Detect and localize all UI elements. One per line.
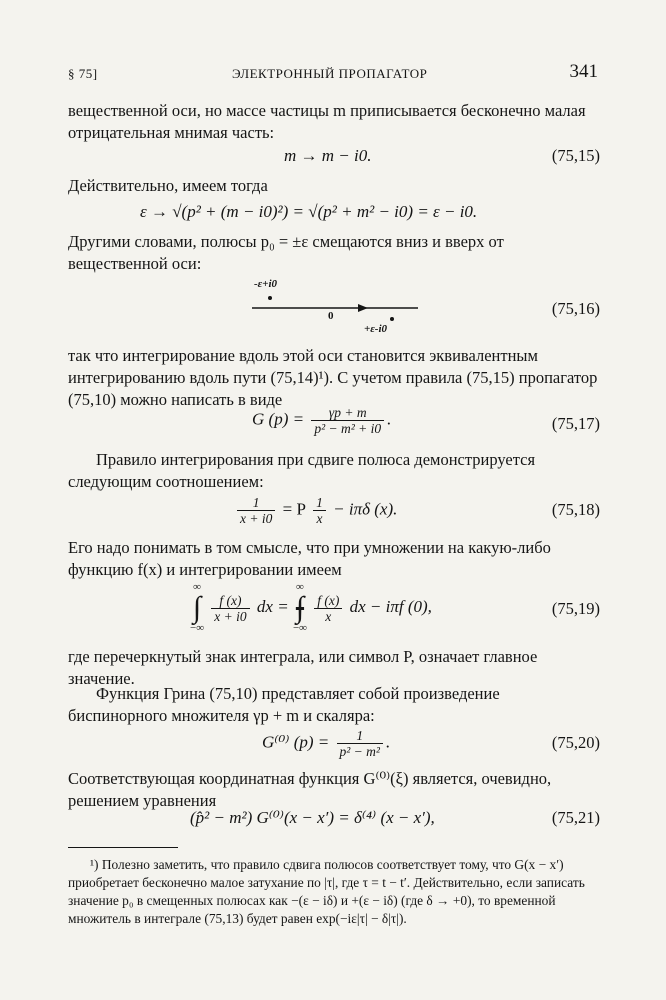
equation-number: (75,15) <box>551 146 600 165</box>
numerator: f (x) <box>314 593 342 609</box>
equation-number: (75,18) <box>551 500 600 519</box>
lower-pole <box>390 317 394 321</box>
equation-number: (75,19) <box>551 599 600 618</box>
lower-limit: −∞ <box>292 622 307 634</box>
fraction <box>211 593 249 624</box>
denominator: p² − m² <box>339 744 380 759</box>
principal-integral-sign: ∞ ∫ −∞ <box>292 581 307 634</box>
equation-number: (75,17) <box>551 414 600 433</box>
paragraph: Другими словами, полюсы p₀ = ±ε смещаются вниз и вверх от вещественной оси: <box>68 232 504 273</box>
numerator: 1 <box>337 728 383 744</box>
contour-line <box>250 278 430 338</box>
equation-tail: dx − iπf (0), <box>349 596 432 616</box>
equation-lhs: G⁽⁰⁾ (p) = <box>262 732 330 752</box>
numerator: 1 <box>313 495 326 511</box>
integral-sign: ∞ ∫ −∞ <box>190 581 205 634</box>
equation-mid: dx = <box>256 596 289 616</box>
equation-number: (75,16) <box>551 299 600 318</box>
denominator: x + i0 <box>214 608 247 624</box>
principal-value-symbol: = P <box>282 499 306 519</box>
equation-tail: . <box>387 409 392 429</box>
fraction <box>313 495 326 526</box>
equation-energy: ε → √(p² + (m − i0)²) = √(p² + m² − i0) = ε − i0. <box>140 202 478 221</box>
footnote: ¹) Полезно заметить, что правило сдвига полюсов соответствует тому, что G(x − x′) приобретает бесконечно малое затухание по |τ|, где τ = t − t′. Действительно, если записать значение p₀ в смещенных полюсах как −(ε − iδ) и +(ε − iδ) (где δ → +0), то временной множитель в интеграле (75,13) будет равен exp(−iε|τ| − δ|τ|). <box>68 857 585 926</box>
upper-pole <box>268 296 272 300</box>
equation-number: (75,20) <box>551 733 600 752</box>
paragraph: Функция Грина (75,10) представляет собой произведение биспинорного множителя γp + m и скаляра: <box>68 684 500 725</box>
paragraph: Соответствующая координатная функция G⁽⁰⁾(ξ) является, очевидно, решением уравнения <box>68 769 552 810</box>
fraction <box>237 495 275 526</box>
lower-pole-label: +ε-i0 <box>364 323 387 335</box>
denominator: x <box>316 511 323 526</box>
origin-label: 0 <box>328 310 334 322</box>
equation-75-17 <box>252 405 391 436</box>
denominator: x + i0 <box>240 511 273 526</box>
denominator: p² − m² + i0 <box>314 421 382 436</box>
equation-number: (75,21) <box>551 808 600 827</box>
paragraph: вещественной оси, но массе частицы m приписывается бесконечно малая отрицательная мнимая часть: <box>68 101 586 142</box>
upper-limit: ∞ <box>193 581 201 593</box>
equation-75-15: m → m − i0. <box>284 146 372 165</box>
lower-limit: −∞ <box>190 622 205 634</box>
fraction <box>311 405 384 436</box>
numerator: γp + m <box>311 405 384 421</box>
paragraph: Действительно, имеем тогда <box>68 176 268 195</box>
numerator: 1 <box>237 495 275 511</box>
equation-75-19 <box>190 582 432 634</box>
numerator: f (x) <box>211 593 249 609</box>
paragraph: так что интегрирование вдоль этой оси становится эквивалентным интегрированию вдоль пути (75,14)¹). С учетом правила (75,15) пропагатор (75,10) можно написать в виде <box>68 346 598 409</box>
paragraph: Его надо понимать в том смысле, что при умножении на какую-либо функцию f(x) и интегрировании имеем <box>68 538 551 579</box>
fraction <box>314 593 342 624</box>
page-number: 341 <box>569 61 598 82</box>
equation-lhs: G (p) = <box>252 409 305 429</box>
paragraph: Правило интегрирования при сдвиге полюса демонстрируется следующим соотношением: <box>68 450 536 491</box>
equation-tail: − iπδ (x). <box>333 499 398 519</box>
footnote-rule <box>68 847 178 848</box>
equation-75-21: (p̂² − m²) G⁽⁰⁾(x − x′) = δ⁽⁴⁾ (x − x′), <box>190 808 435 827</box>
fraction <box>337 728 383 759</box>
upper-pole-label: -ε+i0 <box>254 278 277 290</box>
equation-75-20 <box>262 728 390 759</box>
pole-diagram <box>250 278 430 338</box>
paragraph: где перечеркнутый знак интеграла, или символ P, означает главное значение. <box>68 647 538 688</box>
equation-75-18 <box>234 495 397 526</box>
running-title: ЭЛЕКТРОННЫЙ ПРОПАГАТОР <box>232 66 428 81</box>
denominator: x <box>325 608 332 624</box>
upper-limit: ∞ <box>296 581 304 593</box>
section-label: § 75] <box>68 66 98 81</box>
equation-tail: . <box>385 732 391 752</box>
